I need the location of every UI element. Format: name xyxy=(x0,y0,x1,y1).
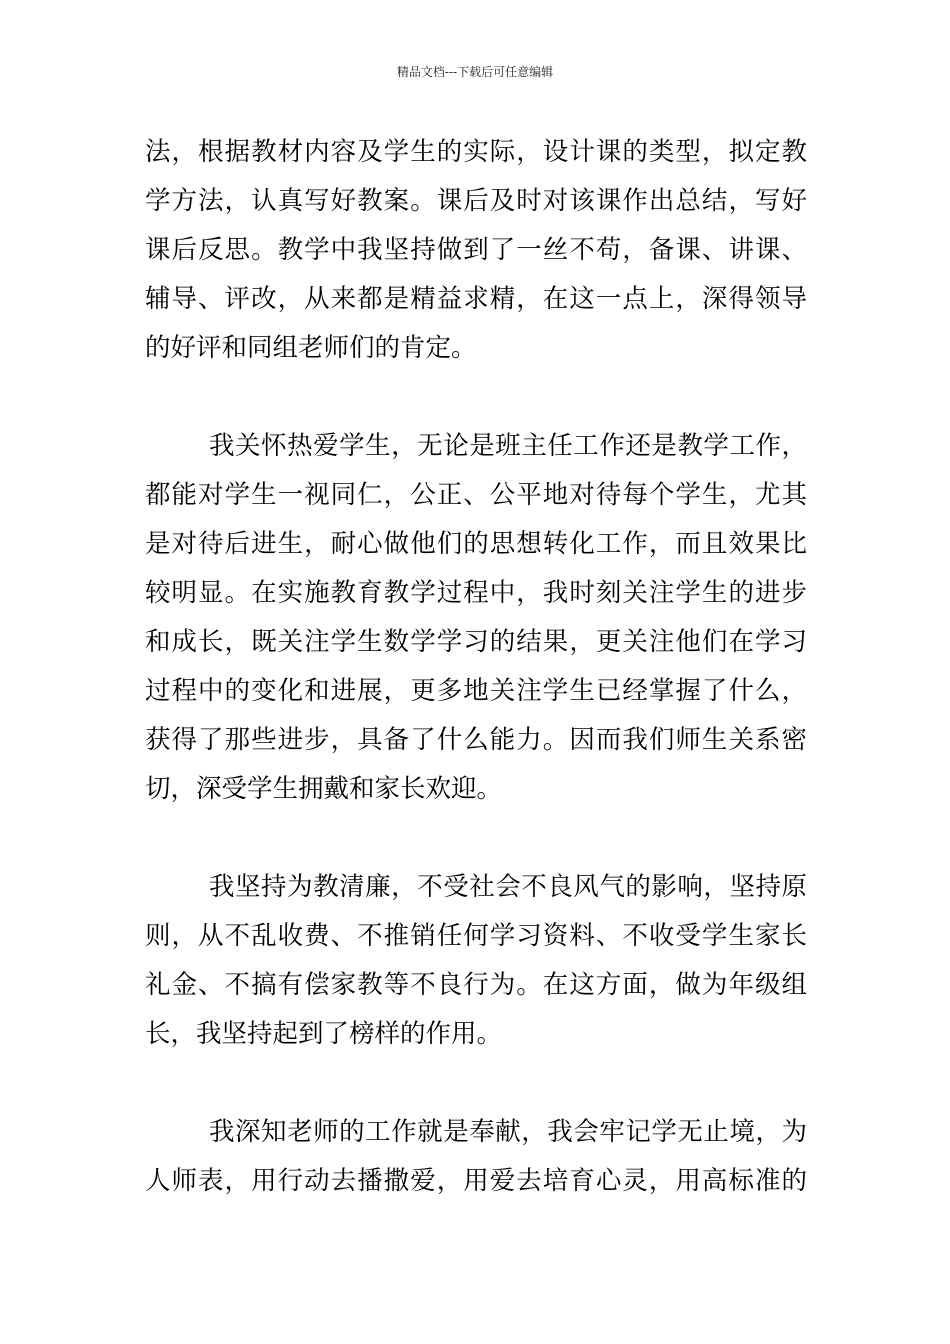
text-line: 则，从不乱收费、不推销任何学习资料、不收受学生家长 xyxy=(145,921,807,951)
text-line: 的好评和同组老师们的肯定。 xyxy=(145,333,477,363)
document-body xyxy=(145,128,807,1206)
text-line: 人师表，用行动去播撒爱，用爱去培育心灵，用高标准的 xyxy=(145,1166,807,1196)
paragraph-gap xyxy=(145,814,807,863)
text-line: 较明显。在实施教育教学过程中，我时刻关注学生的进步 xyxy=(145,578,807,608)
text-line: 礼金、不搞有偿家教等不良行为。在这方面，做为年级组 xyxy=(145,970,807,1000)
paragraph-gap xyxy=(145,373,807,422)
text-line: 和成长，既关注学生数学学习的结果，更关注他们在学习 xyxy=(145,627,807,657)
paragraph-2 xyxy=(145,422,807,814)
paragraph-4 xyxy=(145,1108,807,1206)
text-line: 过程中的变化和进展，更多地关注学生已经掌握了什么， xyxy=(145,676,807,706)
text-line: 长，我坚持起到了榜样的作用。 xyxy=(145,1019,503,1049)
text-line: 都能对学生一视同仁，公正、公平地对待每个学生，尤其 xyxy=(145,480,807,510)
page-header: 精品文档---下载后可任意编辑 xyxy=(396,65,554,79)
text-line: 切，深受学生拥戴和家长欢迎。 xyxy=(145,774,503,804)
text-line: 辅导、评改，从来都是精益求精，在这一点上，深得领导 xyxy=(145,284,807,314)
paragraph-gap xyxy=(145,1059,807,1108)
text-line: 我关怀热爱学生，无论是班主任工作还是教学工作， xyxy=(209,431,807,461)
text-line: 我坚持为教清廉，不受社会不良风气的影响，坚持原 xyxy=(209,872,807,902)
text-line: 获得了那些进步，具备了什么能力。因而我们师生关系密 xyxy=(145,725,807,755)
paragraph-1 xyxy=(145,128,807,373)
text-line: 法，根据教材内容及学生的实际，设计课的类型，拟定教 xyxy=(145,137,807,167)
text-line: 课后反思。教学中我坚持做到了一丝不苟，备课、讲课、 xyxy=(145,235,807,265)
text-line: 学方法，认真写好教案。课后及时对该课作出总结，写好 xyxy=(145,186,807,216)
text-line: 是对待后进生，耐心做他们的思想转化工作，而且效果比 xyxy=(145,529,807,559)
paragraph-3 xyxy=(145,863,807,1059)
text-line: 我深知老师的工作就是奉献，我会牢记学无止境，为 xyxy=(209,1117,807,1147)
